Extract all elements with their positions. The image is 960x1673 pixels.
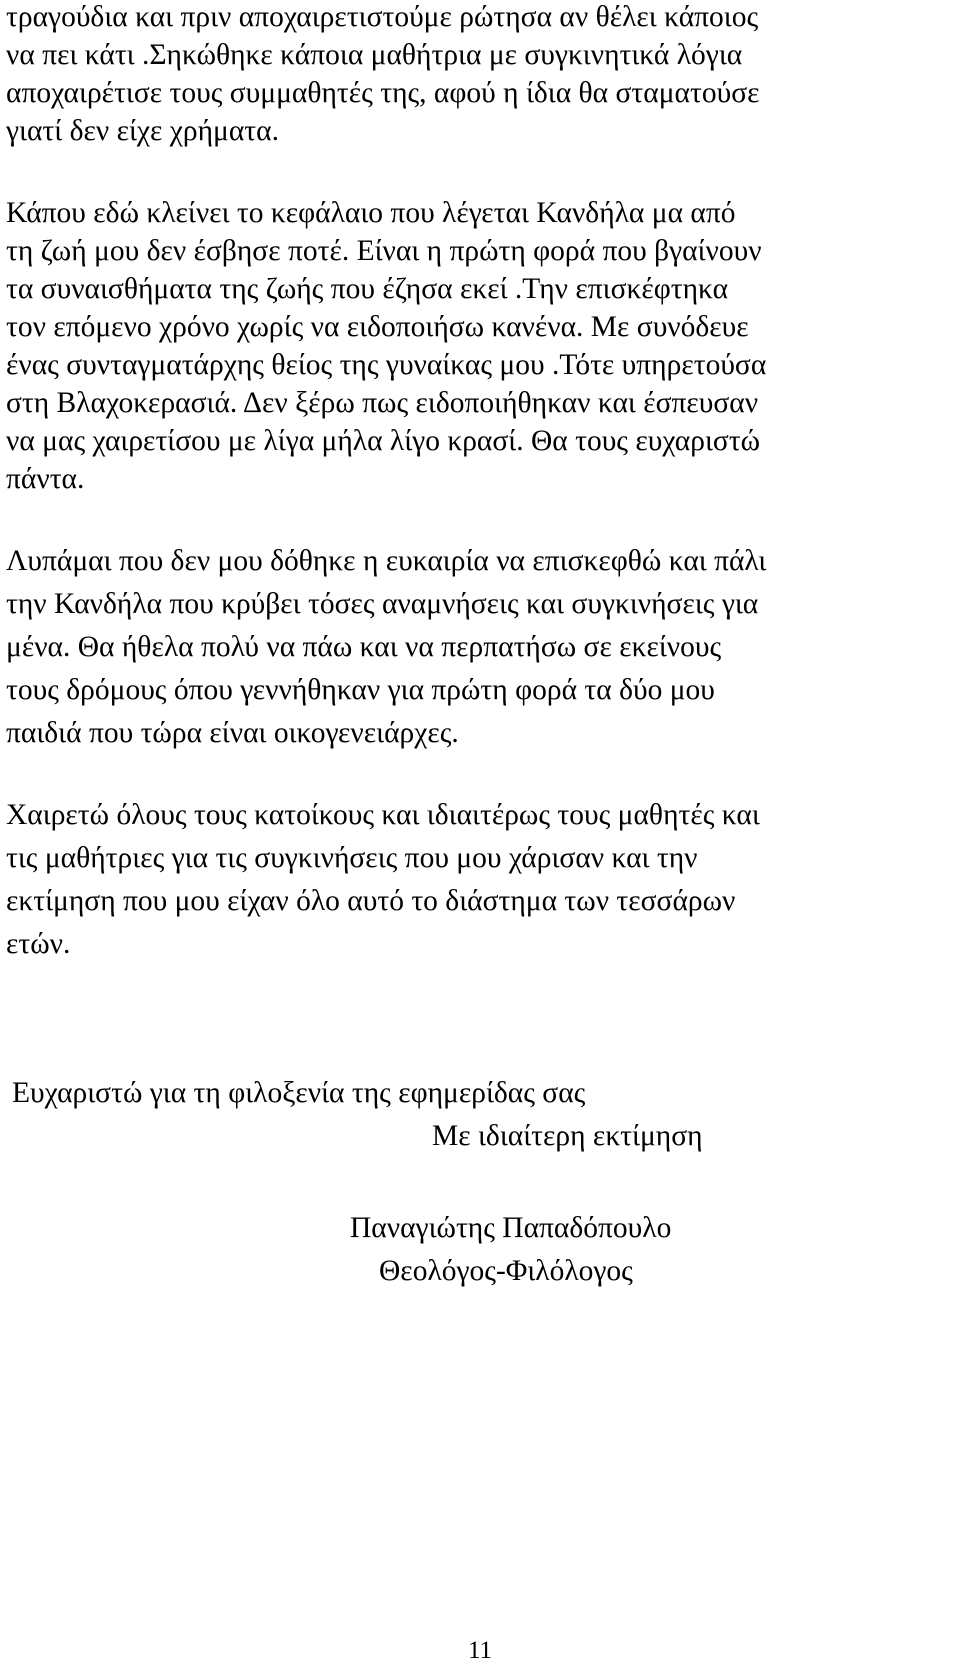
closing-regards: Με ιδιαίτερη εκτίμηση: [432, 1120, 703, 1152]
signature-title: Θεολόγος-Φιλόλογος: [379, 1255, 633, 1287]
text-line: Λυπάμαι που δεν μου δόθηκε η ευκαιρία να επισκεφθώ και πάλι: [6, 545, 767, 577]
text-line: ετών.: [6, 928, 71, 960]
signature-name: Παναγιώτης Παπαδόπουλο: [350, 1212, 672, 1244]
text-line: να μας χαιρετίσου με λίγα μήλα λίγο κρασί. Θα τους ευχαριστώ: [6, 425, 761, 457]
text-line: μένα. Θα ήθελα πολύ να πάω και να περπατήσω σε εκείνους: [6, 631, 722, 663]
text-line: στη Βλαχοκερασιά. Δεν ξέρω πως ειδοποιήθηκαν και έσπευσαν: [6, 387, 759, 419]
text-line: τον επόμενο χρόνο χωρίς να ειδοποιήσω κανένα. Με συνόδευε: [6, 311, 749, 343]
text-line: εκτίμηση που μου είχαν όλο αυτό το διάστημα των τεσσάρων: [6, 885, 736, 917]
closing-thanks: Ευχαριστώ για τη φιλοξενία της εφημερίδας σας: [12, 1077, 586, 1109]
text-line: ένας συνταγματάρχης θείος της γυναίκας μου .Τότε υπηρετούσα: [6, 349, 767, 381]
text-line: την Κανδήλα που κρύβει τόσες αναμνήσεις και συγκινήσεις για: [6, 588, 759, 620]
text-line: Χαιρετώ όλους τους κατοίκους και ιδιαιτέρως τους μαθητές και: [6, 799, 760, 831]
text-line: τραγούδια και πριν αποχαιρετιστούμε ρώτησα αν θέλει κάποιος: [6, 1, 759, 33]
text-line: Κάπου εδώ κλείνει το κεφάλαιο που λέγεται Κανδήλα μα από: [6, 197, 736, 229]
text-line: αποχαιρέτισε τους συμμαθητές της, αφού η ίδια θα σταματούσε: [6, 77, 760, 109]
text-line: τις μαθήτριες για τις συγκινήσεις που μου χάρισαν και την: [6, 842, 698, 874]
text-line: πάντα.: [6, 463, 85, 495]
text-line: τα συναισθήματα της ζωής που έζησα εκεί .Την επισκέφτηκα: [6, 273, 729, 305]
text-line: τη ζωή μου δεν έσβησε ποτέ. Είναι η πρώτη φορά που βγαίνουν: [6, 235, 762, 267]
text-line: να πει κάτι .Σηκώθηκε κάποια μαθήτρια με συγκινητικά λόγια: [6, 39, 743, 71]
page-number: 11: [467, 1637, 493, 1664]
text-line: παιδιά που τώρα είναι οικογενειάρχες.: [6, 717, 459, 749]
text-line: τους δρόμους όπου γεννήθηκαν για πρώτη φορά τα δύο μου: [6, 674, 715, 706]
text-line: γιατί δεν είχε χρήματα.: [6, 115, 279, 147]
